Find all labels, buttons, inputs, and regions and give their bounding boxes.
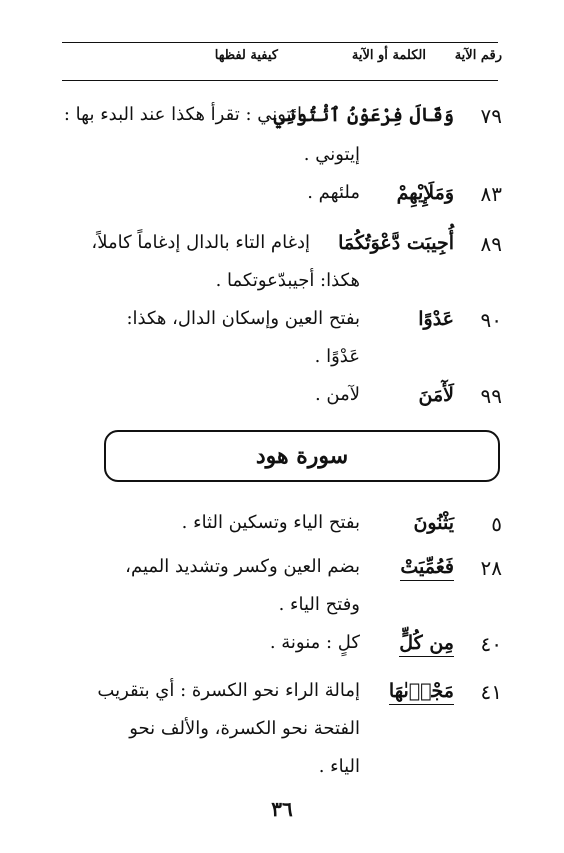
quran-word: مِن كُلٍّ: [399, 632, 454, 657]
verse-number: ٨٣: [480, 182, 502, 206]
verse-number: ٩٠: [480, 308, 502, 332]
verse-number: ٥: [491, 512, 502, 536]
reading-description-cont: الفتحة نحو الكسرة، والألف نحو: [129, 718, 360, 739]
entry-row: [60, 104, 502, 165]
entry-row: [60, 632, 502, 672]
page-number: ٣٦: [271, 797, 293, 821]
reading-description-cont: الياء .: [318, 756, 360, 777]
reading-description: لآمن .: [314, 384, 360, 405]
reading-description: بفتح العين وإسكان الدال، هكذا:: [126, 308, 360, 329]
header-word-col: الكلمة أو الآية: [351, 48, 426, 63]
entry-row: [60, 232, 502, 291]
entry-row: [60, 680, 502, 777]
quran-word: وَمَلَإِيْهِمْ: [396, 182, 454, 204]
quran-word: مَجْرٖىٰهَا: [389, 680, 454, 705]
entry-row: [60, 182, 502, 222]
reading-description-cont: وفتح الياء .: [278, 594, 360, 615]
entry-row: [60, 556, 502, 615]
reading-description: إدغام التاء بالدال إدغاماً كاملاً،: [91, 232, 310, 253]
reading-description: إمالة الراء نحو الكسرة : أي بتقريب: [97, 680, 360, 701]
verse-number: ٤٠: [480, 632, 502, 656]
quran-word: أُجِيبَت دَّعْوَتُكُمَا: [338, 232, 454, 254]
quran-word: لَأٓمَنَ: [418, 384, 454, 406]
header-top-rule: [62, 42, 498, 43]
verse-number: ٧٩: [480, 104, 502, 128]
reading-description-cont: عَدْوًا .: [314, 346, 360, 367]
entry-row: [60, 512, 502, 552]
header-bottom-rule: [62, 80, 498, 81]
reading-description: ملئهم .: [307, 182, 360, 203]
reading-description: كلٍ : منونة .: [269, 632, 360, 653]
quran-word: فَعُمِّيَتْ: [400, 556, 454, 581]
surah-title: سورة هود: [255, 443, 349, 469]
header-reading-col: كيفية لفظها: [214, 48, 278, 63]
reading-description: بفتح الياء وتسكين الثاء .: [181, 512, 360, 533]
quran-word: وَقَالَ فِرْعَوْنُ ٱئْتُونِي: [273, 104, 454, 126]
surah-title-box: [104, 430, 500, 482]
quran-word: يَثْنُونَ: [413, 512, 454, 534]
verse-number: ٩٩: [480, 384, 502, 408]
reading-description-cont: هكذا: أجيبدّعوتكما .: [215, 270, 360, 291]
header-verse-col: رقم الآية: [454, 48, 502, 63]
verse-number: ٤١: [480, 680, 502, 704]
reading-description: ائتوني : تقرأ هكذا عند البدء بها :: [63, 104, 302, 125]
entry-row: [60, 308, 502, 367]
reading-description-cont: إيتوني .: [303, 144, 360, 165]
verse-number: ٨٩: [480, 232, 502, 256]
quran-word: عَدْوًا: [418, 308, 454, 330]
entry-row: [60, 384, 502, 424]
reading-description: بضم العين وكسر وتشديد الميم،: [125, 556, 360, 577]
verse-number: ٢٨: [480, 556, 502, 580]
